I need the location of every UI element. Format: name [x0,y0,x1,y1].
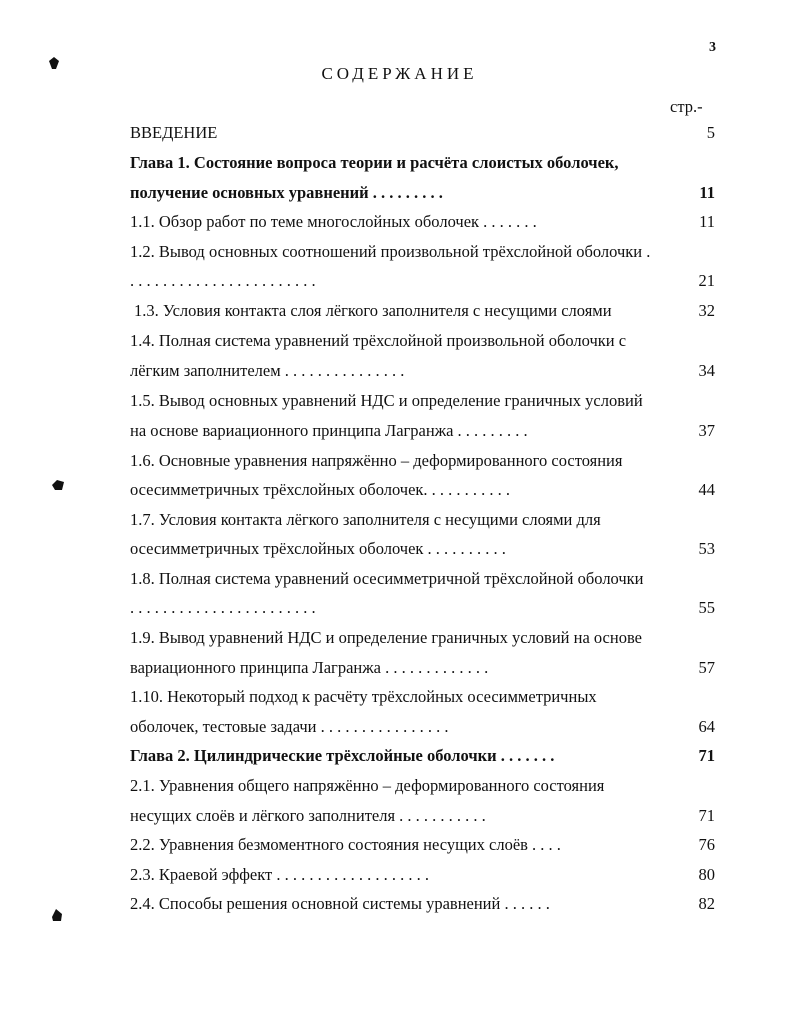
toc-entry: 2.3. Краевой эффект . . . . . . . . . . . . . . . . . . . 80 [130,865,715,884]
toc-entry: . . . . . . . . . . . . . . . . . . . . . . . 21 [130,271,715,290]
page-title: СОДЕРЖАНИЕ [321,64,478,83]
toc-entry: 2.2. Уравнения безмоментного состояния несущих слоёв . . . . 76 [130,835,715,854]
toc-entry: ВВЕДЕНИЕ 5 [130,123,715,142]
toc-entry: 1.9. Вывод уравнений НДС и определение граничных условий на основе [130,628,642,647]
toc-entry: несущих слоёв и лёгкого заполнителя . . . . . . . . . . . 71 [130,806,715,825]
toc-entry: . . . . . . . . . . . . . . . . . . . . . . . 55 [130,598,715,617]
toc-entry: получение основных уравнений . . . . . . . . . 11 [130,183,715,202]
toc-entry: 1.5. Вывод основных уравнений НДС и определение граничных условий [130,391,643,410]
toc-entry: 1.10. Некоторый подход к расчёту трёхслойных осесимметричных [130,687,597,706]
toc-entry: 1.4. Полная система уравнений трёхслойной произвольной оболочки с [130,331,627,350]
toc-entry: вариационного принципа Лагранжа . . . . . . . . . . . . . 57 [130,658,715,677]
toc-entry: осесимметричных трёхслойных оболочек. . . . . . . . . . . 44 [130,480,715,499]
pages-column-label: стр.- [670,97,703,116]
binding-mark-icon [47,56,61,70]
toc-entry: Глава 2. Цилиндрические трёхслойные оболочки . . . . . . . 71 [130,746,715,765]
toc-entry: осесимметричных трёхслойных оболочек . . . . . . . . . . 53 [130,539,715,558]
toc-entry: 2.1. Уравнения общего напряжённо – деформированного состояния [130,776,605,795]
toc-entry: 1.2. Вывод основных соотношений произвольной трёхслойной оболочки . [130,242,651,261]
page-number: 3 [709,40,716,55]
toc-entry: оболочек, тестовые задачи . . . . . . . . . . . . . . . . 64 [130,717,715,736]
toc-entry: на основе вариационного принципа Лагранжа . . . . . . . . . 37 [130,421,715,440]
toc-entry: 2.4. Способы решения основной системы уравнений . . . . . . 82 [130,894,715,913]
binding-mark-icon [50,908,64,922]
toc-entry: лёгким заполнителем . . . . . . . . . . . . . . . 34 [130,361,715,380]
toc-entry: 1.8. Полная система уравнений осесимметричной трёхслойной оболочки [130,569,644,588]
toc-entry: 1.1. Обзор работ по теме многослойных оболочек . . . . . . . 11 [130,212,715,231]
toc-entry: 1.3. Условия контакта слоя лёгкого заполнителя с несущими слоями 32 [134,301,715,320]
toc-entry: Глава 1. Состояние вопроса теории и расчёта слоистых оболочек, [130,153,619,172]
toc-entry: 1.6. Основные уравнения напряжённо – деформированного состояния [130,451,623,470]
toc-entry: 1.7. Условия контакта лёгкого заполнителя с несущими слоями для [130,510,601,529]
binding-mark-icon [51,478,65,492]
